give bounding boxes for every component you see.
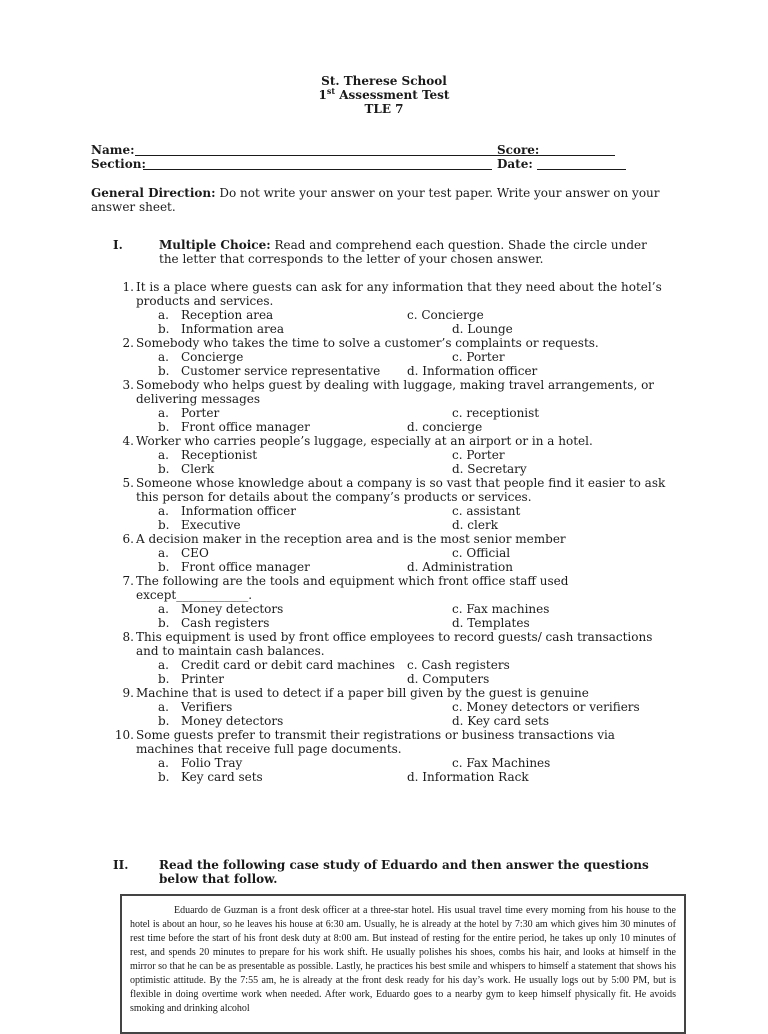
- question-text: Somebody who helps guest by dealing with luggage, making travel arrangements, or delivering messages: [136, 378, 655, 406]
- option-text: d. Computers: [407, 672, 490, 686]
- question-number: 2.: [122, 336, 134, 350]
- question-text: A decision maker in the reception area and is the most senior member: [136, 532, 566, 546]
- school-name: St. Therese School: [321, 74, 447, 88]
- option-text: c. Official: [452, 546, 511, 560]
- question-number: 5.: [122, 476, 134, 490]
- score-label: Score:: [497, 143, 540, 157]
- subject-title: TLE 7: [364, 102, 404, 116]
- section-row: [91, 157, 691, 171]
- option-text: Porter: [181, 406, 220, 420]
- option-text: Front office manager: [181, 560, 310, 574]
- score-blank[interactable]: [539, 144, 615, 156]
- option-letter: b.: [158, 560, 170, 574]
- question-text: The following are the tools and equipment which front office staff used except____________.: [136, 574, 569, 602]
- option-text: Information officer: [181, 504, 296, 518]
- assessment-ordinal: st: [326, 86, 336, 96]
- option-text: c. Fax machines: [452, 602, 550, 616]
- option-text: Verifiers: [181, 700, 233, 714]
- option-text: d. clerk: [452, 518, 498, 532]
- option-text: c. assistant: [452, 504, 521, 518]
- option-text: c. Money detectors or verifiers: [452, 700, 640, 714]
- date-label: Date:: [497, 157, 533, 171]
- question-text: Someone whose knowledge about a company is so vast that people find it easier to ask this person for details about the company’s products or services.: [136, 476, 666, 504]
- option-letter: b.: [158, 518, 170, 532]
- option-text: c. Concierge: [407, 308, 484, 322]
- option-letter: a.: [158, 546, 169, 560]
- option-text: CEO: [181, 546, 209, 560]
- option-text: c. receptionist: [452, 406, 540, 420]
- part1-text: Read and comprehend each question. Shade the circle under the letter that corresponds to the letter of your chosen answer.: [159, 238, 647, 266]
- option-text: Money detectors: [181, 714, 284, 728]
- option-text: Concierge: [181, 350, 244, 364]
- option-letter: b.: [158, 420, 170, 434]
- option-text: d. Templates: [452, 616, 530, 630]
- question-text: Machine that is used to detect if a paper bill given by the guest is genuine: [136, 686, 589, 700]
- part2-numeral: II.: [113, 858, 129, 872]
- option-text: Folio Tray: [181, 756, 243, 770]
- option-text: c. Porter: [452, 448, 505, 462]
- assessment-number: 1: [318, 88, 327, 102]
- option-text: Money detectors: [181, 602, 284, 616]
- option-letter: b.: [158, 616, 170, 630]
- option-letter: b.: [158, 770, 170, 784]
- option-letter: a.: [158, 504, 169, 518]
- assessment-title-rest: Assessment Test: [335, 88, 450, 102]
- option-text: d. Lounge: [452, 322, 513, 336]
- section-blank[interactable]: [143, 158, 492, 170]
- option-letter: b.: [158, 364, 170, 378]
- option-letter: b.: [158, 672, 170, 686]
- option-letter: a.: [158, 602, 169, 616]
- name-label: Name:: [91, 143, 135, 157]
- date-blank[interactable]: [537, 158, 626, 170]
- option-text: Clerk: [181, 462, 215, 476]
- general-direction-label: General Direction:: [91, 186, 216, 200]
- part1-numeral: I.: [113, 238, 123, 252]
- option-text: Customer service representative: [181, 364, 381, 378]
- question-number: 6.: [122, 532, 134, 546]
- question-number: 4.: [122, 434, 134, 448]
- option-letter: a.: [158, 350, 169, 364]
- option-text: Information area: [181, 322, 284, 336]
- option-text: d. Information Rack: [407, 770, 529, 784]
- option-text: c. Cash registers: [407, 658, 510, 672]
- option-letter: a.: [158, 756, 169, 770]
- option-text: Front office manager: [181, 420, 310, 434]
- option-letter: a.: [158, 700, 169, 714]
- option-text: d. Administration: [407, 560, 513, 574]
- option-letter: a.: [158, 658, 169, 672]
- option-text: c. Fax Machines: [452, 756, 551, 770]
- option-letter: b.: [158, 714, 170, 728]
- option-text: Executive: [181, 518, 241, 532]
- option-text: Key card sets: [181, 770, 263, 784]
- question-text: This equipment is used by front office employees to record guests/ cash transactions and to maintain cash balances.: [136, 630, 653, 658]
- part1-instructions: [159, 238, 669, 266]
- option-text: d. Secretary: [452, 462, 527, 476]
- case-study-text: Eduardo de Guzman is a front desk officer at a three-star hotel. His usual travel time every morning from his house to the hotel is about an hour, so he leaves his house at 6:30 am. Usually, he is already at the hotel by 7:30 am which gives him 30 minutes of rest time before the start of his front desk duty at 8:00 am. But instead of resting for the entire period, he takes up only 10 minutes of rest, and spends 20 minutes to prepare for his work shift. He usually polishes his shoes, combs his hair, and looks at himself in the mirror so that he can be as presentable as possible. Lastly, he practices his best smile and whispers to himself a statement that shows his optimistic attitude. By the 7:55 am, he is already at the front desk ready for his day’s work. He usually logs out by 5:00 PM, but is flexible in doing overtime work when needed. After work, Eduardo goes to a nearby gym to keep himself physically fit. He avoids smoking and drinking alcohol: [130, 905, 676, 1014]
- question-text: It is a place where guests can ask for any information that they need about the hotel’s products and services.: [136, 280, 662, 308]
- assessment-title: [0, 88, 768, 102]
- option-letter: a.: [158, 308, 169, 322]
- section-label: Section:: [91, 157, 146, 171]
- option-letter: b.: [158, 462, 170, 476]
- part2-instructions: Read the following case study of Eduardo and then answer the questions below that follow.: [159, 858, 649, 886]
- option-text: Receptionist: [181, 448, 258, 462]
- option-text: d. Information officer: [407, 364, 538, 378]
- option-text: Printer: [181, 672, 225, 686]
- option-text: d. Key card sets: [452, 714, 549, 728]
- part1-label: Multiple Choice:: [159, 238, 271, 252]
- option-letter: a.: [158, 448, 169, 462]
- option-text: Cash registers: [181, 616, 270, 630]
- option-text: d. concierge: [407, 420, 483, 434]
- question-number: 10.: [114, 728, 134, 742]
- question-text: Worker who carries people’s luggage, especially at an airport or in a hotel.: [136, 434, 593, 448]
- question-number: 3.: [122, 378, 134, 392]
- option-letter: b.: [158, 322, 170, 336]
- name-row: [91, 143, 691, 157]
- question-text: Some guests prefer to transmit their registrations or business transactions via machines that receive full page documents.: [136, 728, 615, 756]
- name-blank[interactable]: [135, 144, 540, 156]
- option-text: c. Porter: [452, 350, 505, 364]
- question-number: 9.: [122, 686, 134, 700]
- question-number: 1.: [122, 280, 134, 294]
- general-direction-text: Do not write your answer on your test paper. Write your answer on your answer sheet.: [91, 186, 660, 214]
- option-text: Reception area: [181, 308, 274, 322]
- option-letter: a.: [158, 406, 169, 420]
- question-number: 7.: [122, 574, 134, 588]
- question-text: Somebody who takes the time to solve a customer’s complaints or requests.: [136, 336, 599, 350]
- question-number: 8.: [122, 630, 134, 644]
- option-text: Credit card or debit card machines: [181, 658, 395, 672]
- case-study-box: [120, 894, 686, 1034]
- general-direction: [91, 186, 671, 214]
